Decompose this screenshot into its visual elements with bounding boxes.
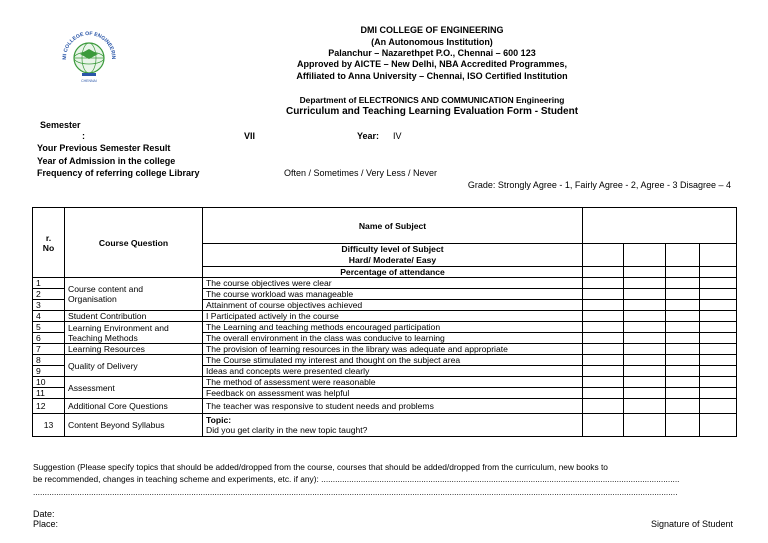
previous-result-label: Your Previous Semester Result: [37, 143, 171, 153]
row-question: The course objectives were clear: [203, 278, 583, 289]
category-line: Course content and: [68, 284, 144, 294]
grade-cell[interactable]: [700, 300, 737, 311]
category-line: Learning Environment and: [68, 322, 169, 333]
difficulty-cell[interactable]: [624, 244, 666, 267]
grade-cell[interactable]: [624, 414, 666, 437]
row-number: 5: [33, 322, 65, 333]
table-row: [33, 414, 737, 437]
grade-cell[interactable]: [583, 278, 624, 289]
grade-cell[interactable]: [624, 399, 666, 414]
admission-year-label: Year of Admission in the college: [37, 156, 176, 166]
college-emblem-icon: [58, 24, 120, 86]
grade-cell[interactable]: [583, 355, 624, 366]
row-question-topic: [203, 414, 583, 437]
grade-cell[interactable]: [700, 333, 737, 344]
table-row: [33, 344, 737, 355]
grade-cell[interactable]: [666, 344, 700, 355]
library-frequency-label: Frequency of referring college Library: [37, 168, 200, 178]
row-number: 7: [33, 344, 65, 355]
grade-cell[interactable]: [666, 322, 700, 333]
semester-colon: :: [82, 131, 85, 141]
grade-cell[interactable]: [666, 355, 700, 366]
grade-cell[interactable]: [624, 333, 666, 344]
table-row: [33, 399, 737, 414]
form-title: Curriculum and Teaching Learning Evaluation Form - Student: [285, 106, 579, 117]
grade-cell[interactable]: [666, 289, 700, 300]
grade-scale: Grade: Strongly Agree - 1, Fairly Agree - 2, Agree - 3 Disagree – 4: [467, 180, 731, 190]
college-logo: [58, 24, 120, 86]
row-category: [65, 278, 203, 311]
grade-cell[interactable]: [700, 289, 737, 300]
grade-cell[interactable]: [666, 377, 700, 388]
row-number: 3: [33, 300, 65, 311]
grade-cell[interactable]: [624, 311, 666, 322]
grade-cell[interactable]: [624, 300, 666, 311]
row-question: The Course stimulated my interest and thought on the subject area: [203, 355, 583, 366]
grade-cell[interactable]: [624, 388, 666, 399]
svg-text:DMI COLLEGE OF ENGINEERING: MI COLLEGE OF ENGINEERIN: [61, 30, 117, 60]
difficulty-options: Hard/ Moderate/ Easy: [348, 255, 437, 265]
row-category: Content Beyond Syllabus: [65, 414, 203, 437]
grade-cell[interactable]: [666, 333, 700, 344]
grade-cell[interactable]: [624, 278, 666, 289]
college-address: Palanchur – Nazarethpet P.O., Chennai – 600 123: [328, 48, 536, 58]
grade-cell[interactable]: [624, 289, 666, 300]
table-row: [33, 355, 737, 366]
col-header-question: Course Question: [65, 208, 203, 278]
row-number: 4: [33, 311, 65, 322]
row-number: 9: [33, 366, 65, 377]
row-number: 10: [33, 377, 65, 388]
college-name: DMI COLLEGE OF ENGINEERING: [360, 25, 504, 35]
semester-value[interactable]: VII: [244, 131, 256, 141]
row-question: The overall environment in the class was conducive to learning: [203, 333, 583, 344]
grade-cell[interactable]: [700, 322, 737, 333]
row-question: Did you get clarity in the new topic taught?: [206, 425, 368, 435]
row-number: 13: [33, 414, 65, 437]
grade-cell[interactable]: [700, 414, 737, 437]
difficulty-cell[interactable]: [666, 244, 700, 267]
row-category: Student Contribution: [65, 311, 203, 322]
difficulty-label: Difficulty level of Subject: [341, 244, 444, 254]
attendance-cell[interactable]: [700, 267, 737, 278]
grade-cell[interactable]: [624, 366, 666, 377]
row-question: Feedback on assessment was helpful: [203, 388, 583, 399]
name-of-subject-header: Name of Subject: [203, 208, 583, 244]
category-line: Organisation: [68, 294, 117, 304]
grade-cell[interactable]: [700, 311, 737, 322]
grade-cell[interactable]: [583, 377, 624, 388]
grade-cell[interactable]: [700, 355, 737, 366]
grade-cell[interactable]: [700, 366, 737, 377]
subject-names-cell[interactable]: [583, 208, 737, 244]
library-frequency-options[interactable]: Often / Sometimes / Very Less / Never: [284, 168, 438, 178]
year-value[interactable]: IV: [393, 131, 402, 141]
row-question: The method of assessment were reasonable: [203, 377, 583, 388]
attendance-cell[interactable]: [583, 267, 624, 278]
evaluation-table: [32, 207, 737, 437]
topic-label: Topic:: [206, 415, 232, 425]
difficulty-cell[interactable]: [700, 244, 737, 267]
row-number: 11: [33, 388, 65, 399]
attendance-cell[interactable]: [624, 267, 666, 278]
place-label: Place:: [33, 519, 59, 529]
grade-cell[interactable]: [583, 399, 624, 414]
row-number: 8: [33, 355, 65, 366]
grade-cell[interactable]: [700, 344, 737, 355]
attendance-cell[interactable]: [666, 267, 700, 278]
suggestion-line[interactable]: be recommended, changes in teaching scheme and experiments, etc. if any): ..........................................................................................................................................................: [33, 474, 680, 484]
attendance-header: Percentage of attendance: [203, 267, 583, 278]
grade-cell[interactable]: [583, 333, 624, 344]
table-row: [33, 278, 737, 289]
grade-cell[interactable]: [666, 399, 700, 414]
col-header-number: r. No: [33, 208, 65, 278]
row-question: The teacher was responsive to student needs and problems: [203, 399, 583, 414]
grade-cell[interactable]: [624, 344, 666, 355]
grade-cell[interactable]: [583, 414, 624, 437]
grade-cell[interactable]: [624, 377, 666, 388]
row-question: The provision of learning resources in the library was adequate and appropriate: [203, 344, 583, 355]
grade-cell[interactable]: [700, 377, 737, 388]
table-row: [33, 322, 737, 333]
grade-cell[interactable]: [700, 278, 737, 289]
grade-cell[interactable]: [700, 399, 737, 414]
row-question: I Participated actively in the course: [203, 311, 583, 322]
suggestion-prompt: Suggestion (Please specify topics that should be added/dropped from the course, courses that should be added/dropped from the curriculum, new books to: [33, 462, 608, 472]
department-name: Department of ELECTRONICS AND COMMUNICATION Engineering: [299, 95, 565, 105]
grade-cell[interactable]: [583, 388, 624, 399]
row-question: The Learning and teaching methods encouraged participation: [203, 322, 583, 333]
row-question: Ideas and concepts were presented clearly: [203, 366, 583, 377]
grade-cell[interactable]: [583, 300, 624, 311]
difficulty-header: [203, 244, 583, 267]
grade-cell[interactable]: [583, 311, 624, 322]
category-line: Teaching Methods: [68, 332, 138, 343]
grade-cell[interactable]: [666, 311, 700, 322]
grade-cell[interactable]: [624, 355, 666, 366]
table-row: [33, 377, 737, 388]
grade-cell[interactable]: [583, 366, 624, 377]
row-category: [65, 322, 203, 344]
signature-label: Signature of Student: [650, 519, 733, 529]
date-label: Date:: [33, 509, 55, 519]
grade-cell[interactable]: [666, 414, 700, 437]
svg-text:CHENNAI: CHENNAI: [81, 79, 97, 83]
table-row: [33, 311, 737, 322]
grade-cell[interactable]: [666, 278, 700, 289]
row-number: 12: [33, 399, 65, 414]
year-label: Year:: [357, 131, 380, 141]
row-number: 6: [33, 333, 65, 344]
row-category: Learning Resources: [65, 344, 203, 355]
grade-cell[interactable]: [666, 300, 700, 311]
difficulty-cell[interactable]: [583, 244, 624, 267]
row-question: Attainment of course objectives achieved: [203, 300, 583, 311]
grade-cell[interactable]: [700, 388, 737, 399]
grade-cell[interactable]: [624, 322, 666, 333]
grade-cell[interactable]: [666, 366, 700, 377]
semester-label: Semester: [40, 120, 81, 130]
row-question: The course workload was manageable: [203, 289, 583, 300]
college-approval: Approved by AICTE – New Delhi, NBA Accredited Programmes,: [296, 59, 568, 69]
college-autonomous: (An Autonomous Institution): [371, 37, 493, 47]
row-category: Additional Core Questions: [65, 399, 203, 414]
grade-cell[interactable]: [583, 289, 624, 300]
grade-cell[interactable]: [583, 344, 624, 355]
college-affiliation: Affiliated to Anna University – Chennai, ISO Certified Institution: [296, 71, 568, 81]
row-number: 1: [33, 278, 65, 289]
grade-cell[interactable]: [666, 388, 700, 399]
row-category: Assessment: [65, 377, 203, 399]
row-number: 2: [33, 289, 65, 300]
grade-cell[interactable]: [583, 322, 624, 333]
suggestion-line-extra[interactable]: .....................................................................................................................................................................................................................................................................................: [33, 487, 678, 497]
row-category: Quality of Delivery: [65, 355, 203, 377]
